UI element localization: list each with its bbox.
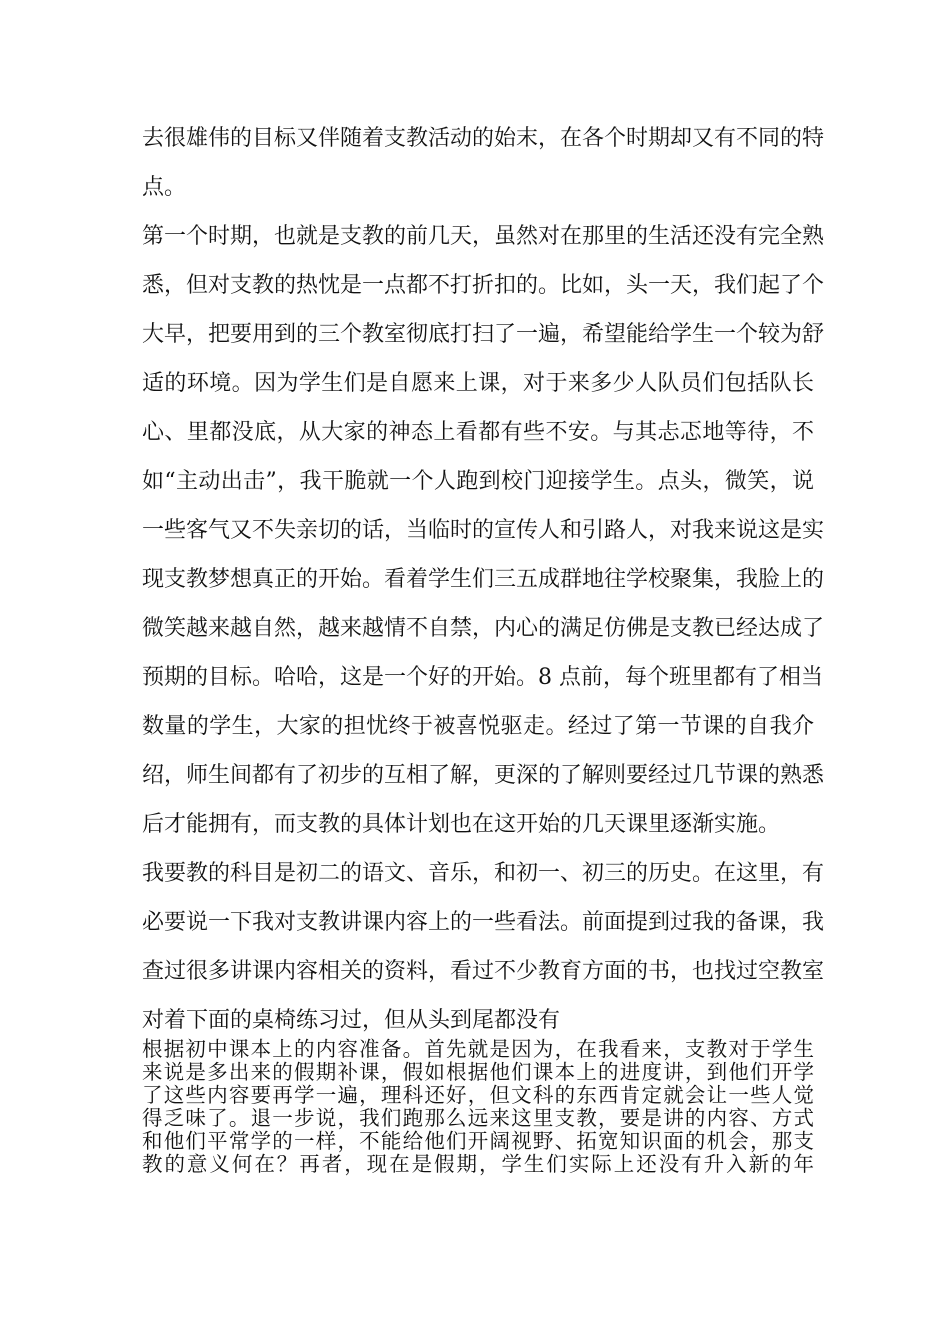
paragraph-line: 适的环境。因为学生们是自愿来上课，对于来多少人队员们包括队长 <box>142 371 814 396</box>
paragraph-line: 查过很多讲课内容相关的资料，看过不少教育方面的书，也找过空教室 <box>142 959 825 984</box>
paragraph-line: 悉，但对支教的热忱是一点都不打折扣的。比如，头一天，我们起了个 <box>142 273 825 298</box>
paragraph-line: 来说是多出来的假期补课，假如根据他们课本上的进度讲，到他们开学 <box>142 1060 814 1084</box>
paragraph-line: 去很雄伟的目标又伴随着支教活动的始末，在各个时期却又有不同的特 <box>142 126 825 151</box>
paragraph-line: 现支教梦想真正的开始。看着学生们三五成群地往学校聚集，我脸上的 <box>142 567 825 592</box>
paragraph-line: 微笑越来越自然，越来越情不自禁，内心的满足仿佛是支教已经达成了 <box>142 616 825 641</box>
paragraph-line: 心、里都没底，从大家的神态上看都有些不安。与其忐忑地等待，不 <box>142 420 814 445</box>
paragraph-line: 必要说一下我对支教讲课内容上的一些看法。前面提到过我的备课，我 <box>142 910 825 935</box>
paragraph-line: 后才能拥有，而支教的具体计划也在这开始的几天课里逐渐实施。 <box>142 812 781 837</box>
paragraph-line: 教的意义何在？再者，现在是假期，学生们实际上还没有升入新的年 <box>142 1152 814 1176</box>
paragraph-line: 点。 <box>142 175 187 200</box>
paragraph-line: 对着下面的桌椅练习过，但从头到尾都没有 <box>142 1008 561 1033</box>
paragraph-line: 绍，师生间都有了初步的互相了解，更深的了解则要经过几节课的熟悉 <box>142 763 825 788</box>
paragraph-line: 一些客气又不失亲切的话，当临时的宣传人和引路人，对我来说这是实 <box>142 518 825 543</box>
paragraph-line: 第一个时期，也就是支教的前几天，虽然对在那里的生活还没有完全熟 <box>142 224 825 249</box>
paragraph-line: 我要教的科目是初二的语文、音乐，和初一、初三的历史。在这里，有 <box>142 861 825 886</box>
paragraph-line: 得乏味了。退一步说，我们跑那么远来这里支教，要是讲的内容、方式 <box>142 1106 814 1130</box>
paragraph-line: 了这些内容要再学一遍，理科还好，但文科的东西肯定就会让一些人觉 <box>142 1083 814 1107</box>
paragraph-line: 大早，把要用到的三个教室彻底打扫了一遍，希望能给学生一个较为舒 <box>142 322 825 347</box>
paragraph-line: 数量的学生，大家的担忧终于被喜悦驱走。经过了第一节课的自我介 <box>142 714 814 739</box>
paragraph-line: 和他们平常学的一样，不能给他们开阔视野、拓宽知识面的机会，那支 <box>142 1129 814 1153</box>
paragraph-line: 预期的目标。哈哈，这是一个好的开始。8 点前，每个班里都有了相当 <box>142 665 823 690</box>
paragraph-line: 根据初中课本上的内容准备。首先就是因为，在我看来，支教对于学生 <box>142 1037 814 1061</box>
paragraph-line: 如“主动出击”，我干脆就一个人跑到校门迎接学生。点头，微笑，说 <box>142 469 814 494</box>
